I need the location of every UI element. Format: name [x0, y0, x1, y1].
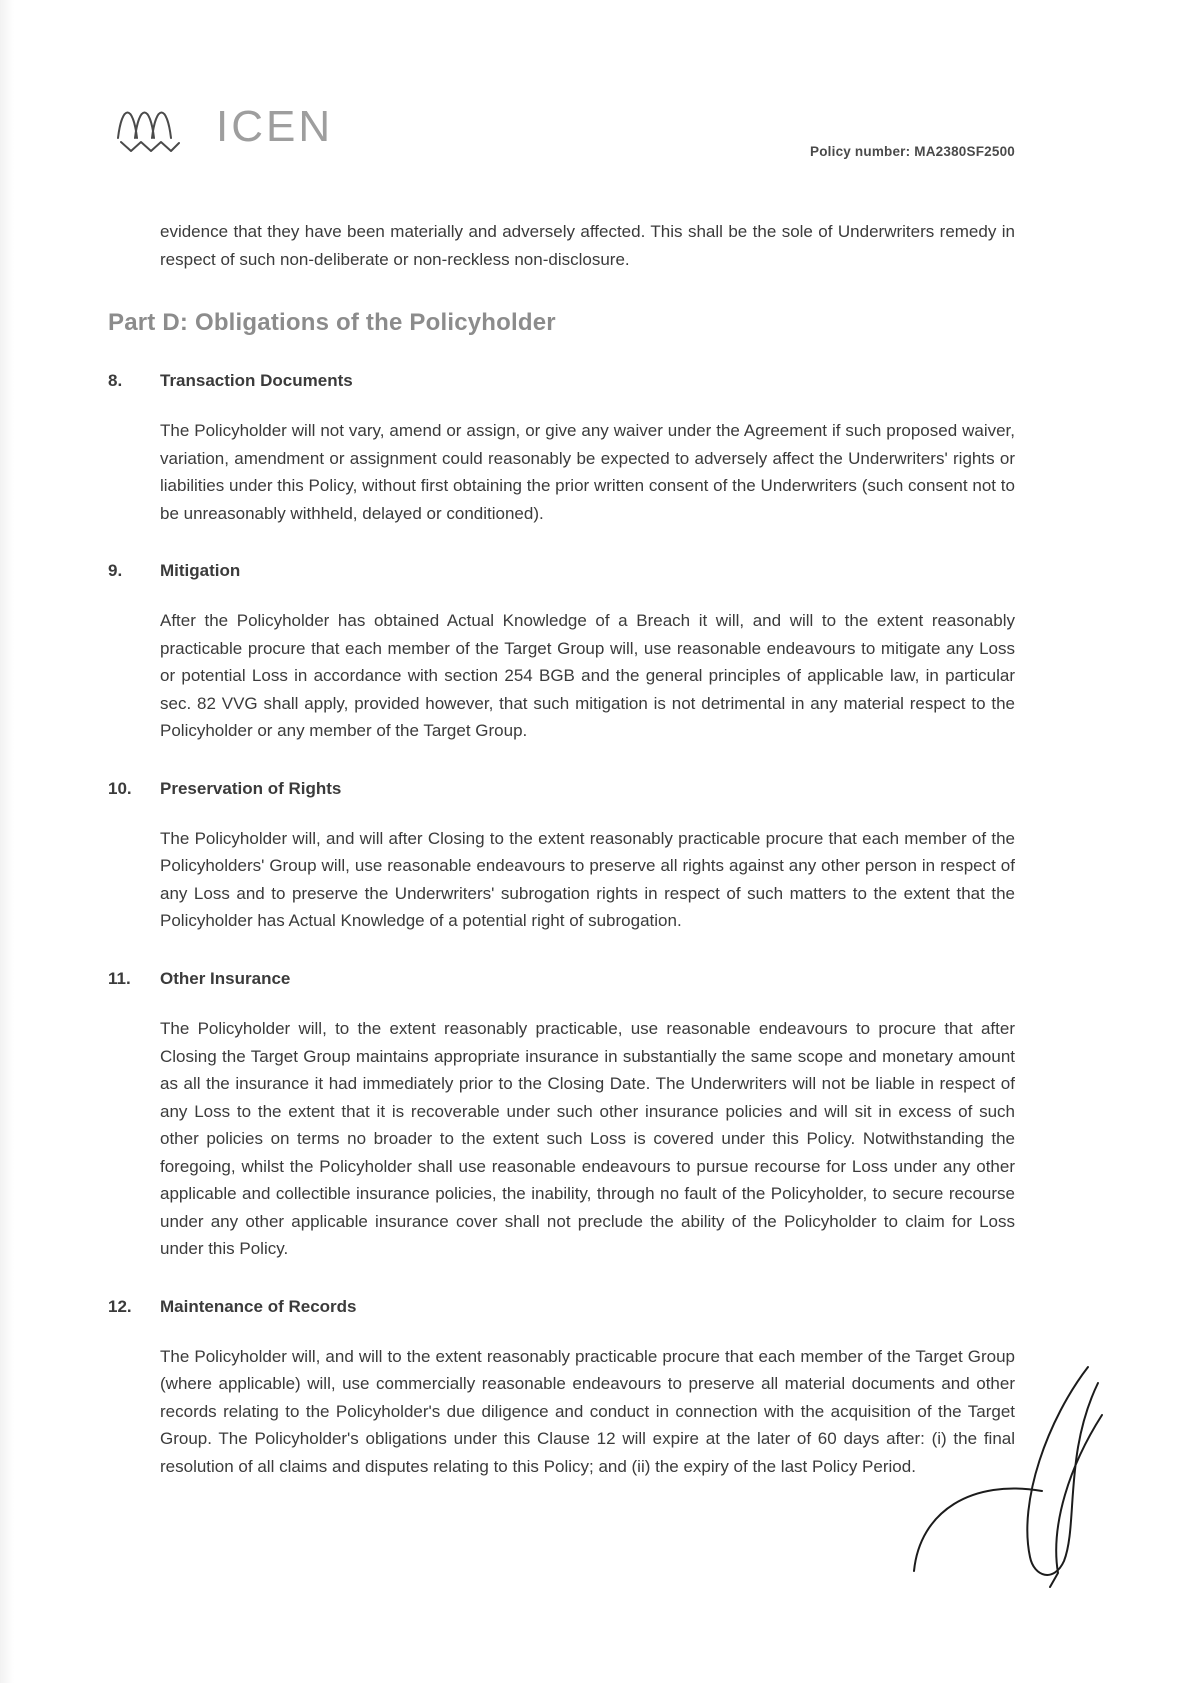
page-header	[0, 0, 1190, 168]
clause-number: 9.	[108, 561, 123, 581]
clause-title: Mitigation	[160, 561, 241, 581]
clause-number: 12.	[108, 1296, 132, 1316]
clause-body: The Policyholder will not vary, amend or assign, or give any waiver under the Agreement if such proposed waiver, variation, amendment or assignment could reasonably be expected to adversely affect the Underwriters' rights or liabilities under this Policy, without first obtaining the prior written consent of the Underwriters (such consent not to be unreasonably withheld, delayed or conditioned).	[160, 421, 1015, 523]
clause-title: Preservation of Rights	[160, 778, 342, 798]
clause-body: The Policyholder will, and will after Closing to the extent reasonably practicable procure that each member of the Policyholders' Group will, use reasonable endeavours to preserve all rights against any other person in respect of any Loss and to preserve the Underwriters' subrogation rights in respect of such matters to the extent that the Policyholder has Actual Knowledge of a potential right of subrogation.	[160, 828, 1015, 931]
clause-body: The Policyholder will, to the extent reasonably practicable, use reasonable endeavours to procure that after Closing the Target Group maintains appropriate insurance in substantially the same scope and monetary amount as all the insurance it had immediately prior to the Closing Date. The Underwriters will not be liable in respect of any Loss to the extent that it is recoverable under such other insurance policies and will sit in excess of such other policies on terms no broader to the extent such Loss is covered under this Policy. Notwithstanding the foregoing, whilst the Policyholder shall use reasonable endeavours to pursue recourse for Loss under any other applicable and collectible insurance policies, the inability, through no fault of the Policyholder, to secure recourse under any other applicable insurance cover shall not preclude the ability of the Policyholder to claim for Loss under this Policy.	[160, 1018, 1015, 1259]
clause-10	[108, 779, 1015, 935]
icen-logo-scribble-icon	[108, 98, 204, 156]
clause-number: 8.	[108, 371, 123, 391]
clause-12	[108, 1297, 1015, 1481]
clause-8	[108, 371, 1015, 527]
intro-paragraph: evidence that they have been materially and adversely affected. This shall be the sole of Underwriters remedy in respect of such non-deliberate or non-reckless non-disclosure.	[160, 222, 1015, 269]
clause-number: 10.	[108, 778, 132, 798]
part-d-heading: Part D: Obligations of the Policyholder	[108, 309, 556, 337]
clause-11	[108, 969, 1015, 1263]
clause-title: Transaction Documents	[160, 371, 353, 391]
clause-body: The Policyholder will, and will to the extent reasonably practicable procure that each member of the Target Group (where applicable) will, use commercially reasonable endeavours to preserve all material documents and other records relating to the Policyholder's due diligence and conduct in connection with the acquisition of the Target Group. The Policyholder's obligations under this Clause 12 will expire at the later of 60 days after: (i) the final resolution of all claims and disputes relating to this Policy; and (ii) the expiry of the last Policy Period.	[160, 1346, 1015, 1476]
signature-scribble	[902, 1361, 1112, 1591]
policy-number: Policy number: MA2380SF2500	[810, 144, 1015, 159]
clause-title: Other Insurance	[160, 968, 291, 988]
icen-logo	[108, 98, 1190, 156]
clause-body: After the Policyholder has obtained Actual Knowledge of a Breach it will, and will to the extent reasonably practicable procure that each member of the Target Group will, use reasonable endeavours to mitigate any Loss or potential Loss in accordance with section 254 BGB and the general principles of applicable law, in particular sec. 82 VVG shall apply, provided however, that such mitigation is not detrimental in any material respect to the Policyholder or any member of the Target Group.	[160, 611, 1015, 741]
clause-9	[108, 561, 1015, 745]
document-body	[108, 218, 1015, 1480]
clause-number: 11.	[108, 968, 131, 988]
logo-text: ICEN	[216, 102, 334, 151]
clause-title: Maintenance of Records	[160, 1296, 357, 1316]
